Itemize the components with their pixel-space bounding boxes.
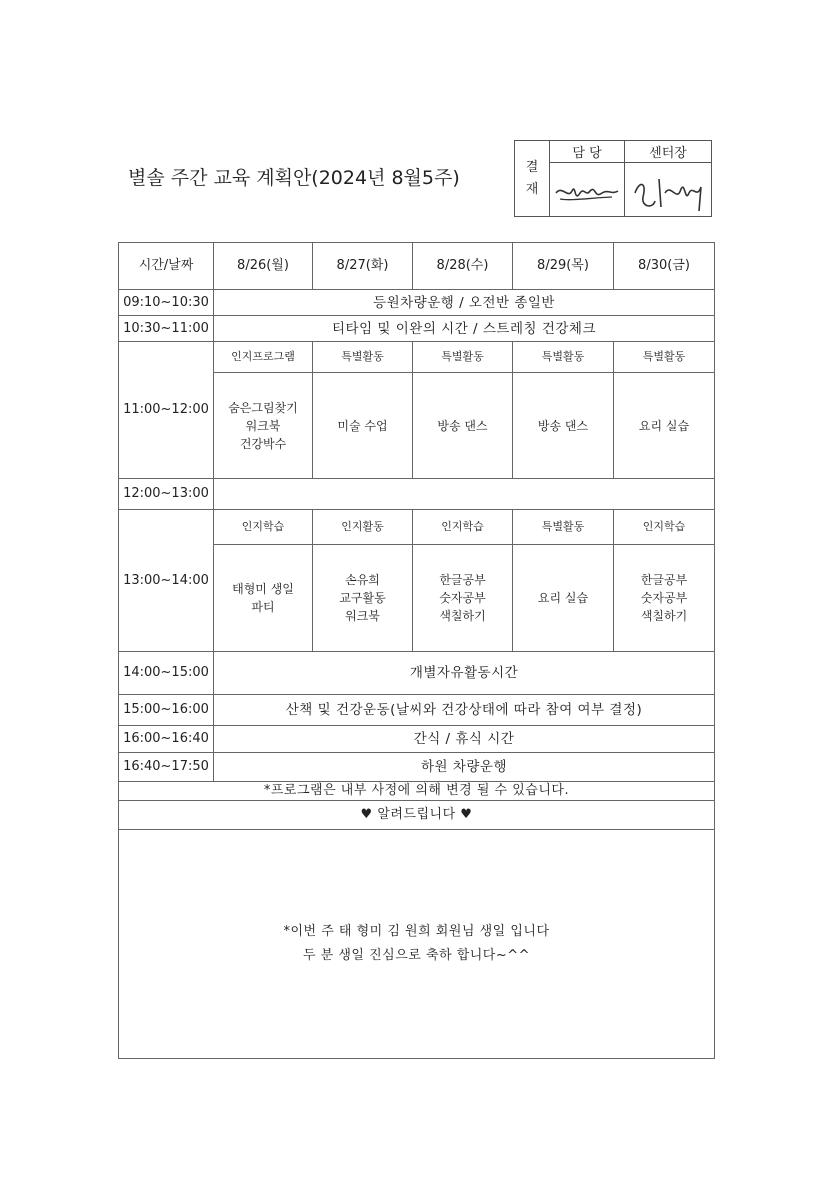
time-cell: 11:00~12:00 [119,342,214,479]
approval-col-manager: 담 당 [550,141,625,163]
approval-label: 결 재 [515,141,550,217]
table-row [119,510,715,545]
header-day-tue: 8/27(화) [313,243,413,290]
table-row [119,316,715,342]
category-cell: 특별활동 [513,342,614,373]
time-cell: 10:30~11:00 [119,316,214,342]
time-cell: 14:00~15:00 [119,652,214,695]
announce-body-row [119,830,715,1059]
time-cell: 12:00~13:00 [119,479,214,510]
category-cell: 특별활동 [614,342,715,373]
activity-cell: 산책 및 건강운동(날씨와 건강상태에 따라 참여 여부 결정) [214,695,715,726]
header-day-mon: 8/26(월) [214,243,313,290]
table-row [119,753,715,782]
activity-cell: 숨은그림찾기 워크북 건강박수 [214,373,313,479]
approval-box [514,140,712,217]
activity-cell: 요리 실습 [513,545,614,652]
activity-cell: 간식 / 휴식 시간 [214,726,715,753]
table-row [119,695,715,726]
table-row [119,726,715,753]
header-row [119,243,715,290]
activity-cell: 티타임 및 이완의 시간 / 스트레칭 건강체크 [214,316,715,342]
time-cell: 09:10~10:30 [119,290,214,316]
announce-title-row [119,801,715,830]
activity-cell: 요리 실습 [614,373,715,479]
activity-cell: 하원 차량운행 [214,753,715,782]
header-day-wed: 8/28(수) [413,243,513,290]
category-cell: 특별활동 [413,342,513,373]
header-day-thu: 8/29(목) [513,243,614,290]
time-cell: 16:00~16:40 [119,726,214,753]
notice-text: *프로그램은 내부 사정에 의해 변경 될 수 있습니다. [119,782,715,801]
activity-cell: 한글공부 숫자공부 색칠하기 [413,545,513,652]
category-cell: 인지학습 [413,510,513,545]
activity-cell [214,479,715,510]
activity-cell: 손유희 교구활동 워크북 [313,545,413,652]
table-row [119,652,715,695]
announce-title: ♥ 알려드립니다 ♥ [119,801,715,830]
table-row [119,479,715,510]
table-row [119,290,715,316]
activity-cell: 태형미 생일 파티 [214,545,313,652]
category-cell: 인지학습 [614,510,715,545]
time-cell: 16:40~17:50 [119,753,214,782]
activity-cell: 등원차량운행 / 오전반 종일반 [214,290,715,316]
header-day-fri: 8/30(금) [614,243,715,290]
announce-body: *이번 주 태 형미 김 원희 회원님 생일 입니다 두 분 생일 진심으로 축하 합니다~^^ [119,830,715,1059]
schedule-table [118,242,715,1059]
manager-signature [550,163,625,217]
table-row [119,342,715,373]
header-time-day: 시간/날짜 [119,243,214,290]
activity-cell: 미술 수업 [313,373,413,479]
category-cell: 인지프로그램 [214,342,313,373]
category-cell: 특별활동 [313,342,413,373]
category-cell: 인지활동 [313,510,413,545]
time-cell: 15:00~16:00 [119,695,214,726]
notice-row [119,782,715,801]
activity-cell: 한글공부 숫자공부 색칠하기 [614,545,715,652]
activity-cell: 개별자유활동시간 [214,652,715,695]
page-title: 별솔 주간 교육 계획안(2024년 8월5주) [128,167,460,189]
category-cell: 인지학습 [214,510,313,545]
director-signature [625,163,712,217]
time-cell: 13:00~14:00 [119,510,214,652]
approval-col-director: 센터장 [625,141,712,163]
activity-cell: 방송 댄스 [513,373,614,479]
category-cell: 특별활동 [513,510,614,545]
activity-cell: 방송 댄스 [413,373,513,479]
